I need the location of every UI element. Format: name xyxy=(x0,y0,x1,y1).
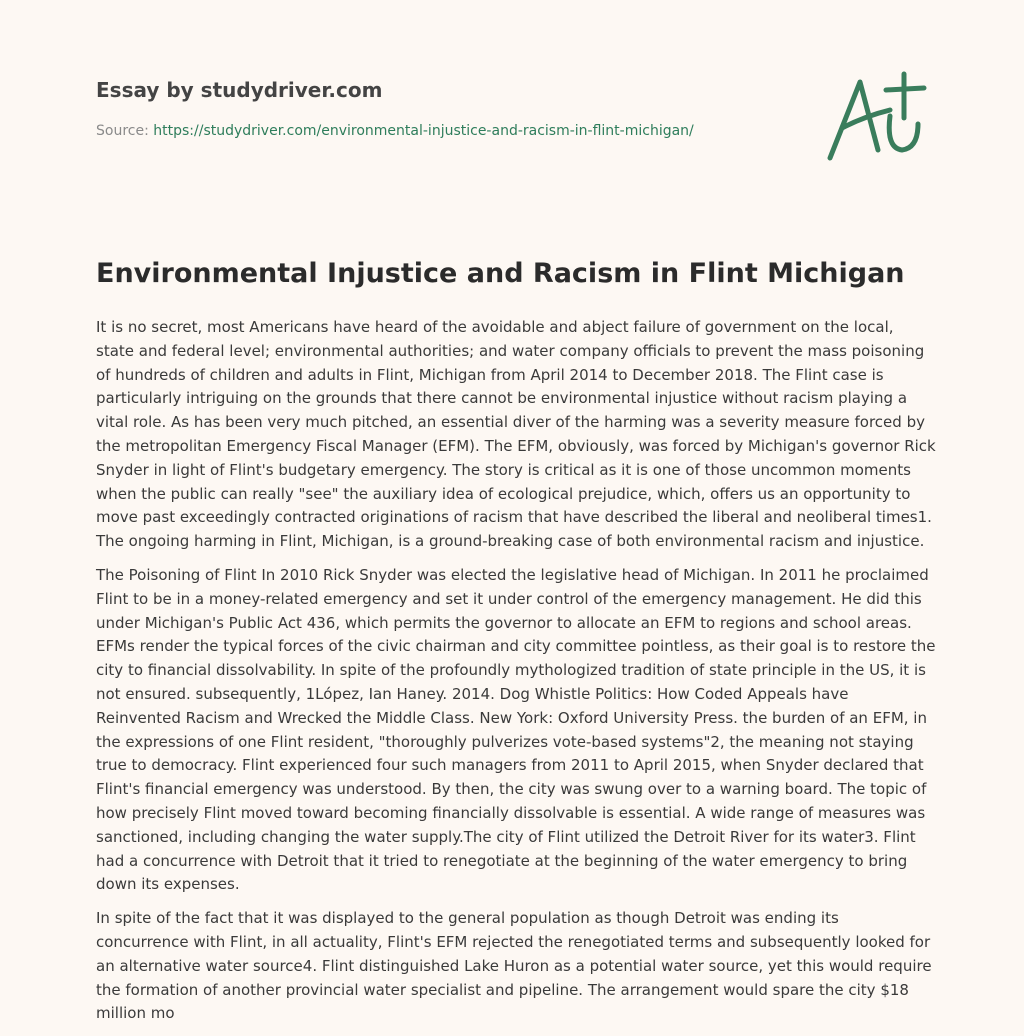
essay-body xyxy=(96,316,936,1036)
a-plus-grade-icon xyxy=(820,68,930,168)
essay-header xyxy=(96,76,796,139)
essay-paragraph: The Poisoning of Flint In 2010 Rick Snyder was elected the legislative head of Michigan. In 2011 he proclaimed Flint to be in a money-related emergency and set it under control of the emergency management. He did this under Michigan's Public Act 436, which permits the governor to allocate an EFM to regions and school areas. EFMs render the typical forces of the civic chairman and city committee pointless, as their goal is to restore the city to financial dissolvability. In spite of the profoundly mythologized tradition of state principle in the US, it is not ensured. subsequently, 1López, Ian Haney. 2014. Dog Whistle Politics: How Coded Appeals have Reinvented Racism and Wrecked the Middle Class. New York: Oxford University Press. the burden of an EFM, in the expressions of one Flint resident, "thoroughly pulverizes vote-based systems"2, the meaning not staying true to democracy. Flint experienced four such managers from 2011 to April 2015, when Snyder declared that Flint's financial emergency was understood. By then, the city was swung over to a warning board. The topic of how precisely Flint moved toward becoming financially dissolvable is essential. A wide range of measures was sanctioned, including changing the water supply.The city of Flint utilized the Detroit River for its water3. Flint had a concurrence with Detroit that it tried to renegotiate at the beginning of the water emergency to bring down its expenses. xyxy=(96,565,936,894)
essay-title: Environmental Injustice and Racism in Flint Michigan xyxy=(96,258,905,289)
essay-paragraph: In spite of the fact that it was displayed to the general population as though Detroit was ending its concurrence with Flint, in all actuality, Flint's EFM rejected the renegotiated terms and subsequently looked for an alternative water source4. Flint distinguished Lake Huron as a potential water source, yet this would require the formation of another provincial water specialist and pipeline. The arrangement would spare the city $18 million mo xyxy=(96,909,932,1023)
source-link[interactable]: https://studydriver.com/environmental-injustice-and-racism-in-flint-michigan/ xyxy=(153,123,694,139)
source-label: Source: xyxy=(96,123,154,139)
brand-title: Essay by studydriver.com xyxy=(96,78,383,102)
essay-paragraph: It is no secret, most Americans have heard of the avoidable and abject failure of government on the local, state and federal level; environmental authorities; and water company officials to prevent the mass poisoning of hundreds of children and adults in Flint, Michigan from April 2014 to December 2018. The Flint case is particularly intriguing on the grounds that there cannot be environmental injustice without racism playing a vital role. As has been very much pitched, an essential diver of the harming was a severity measure forced by the metropolitan Emergency Fiscal Manager (EFM). The EFM, obviously, was forced by Michigan's governor Rick Snyder in light of Flint's budgetary emergency. The story is critical as it is one of those uncommon moments when the public can really "see" the auxiliary idea of ecological prejudice, which, offers us an opportunity to move past exceedingly contracted originations of racism that have described the liberal and neoliberal times1. The ongoing harming in Flint, Michigan, is a ground-breaking case of both environmental racism and injustice. xyxy=(96,318,936,551)
source-line xyxy=(96,123,694,139)
